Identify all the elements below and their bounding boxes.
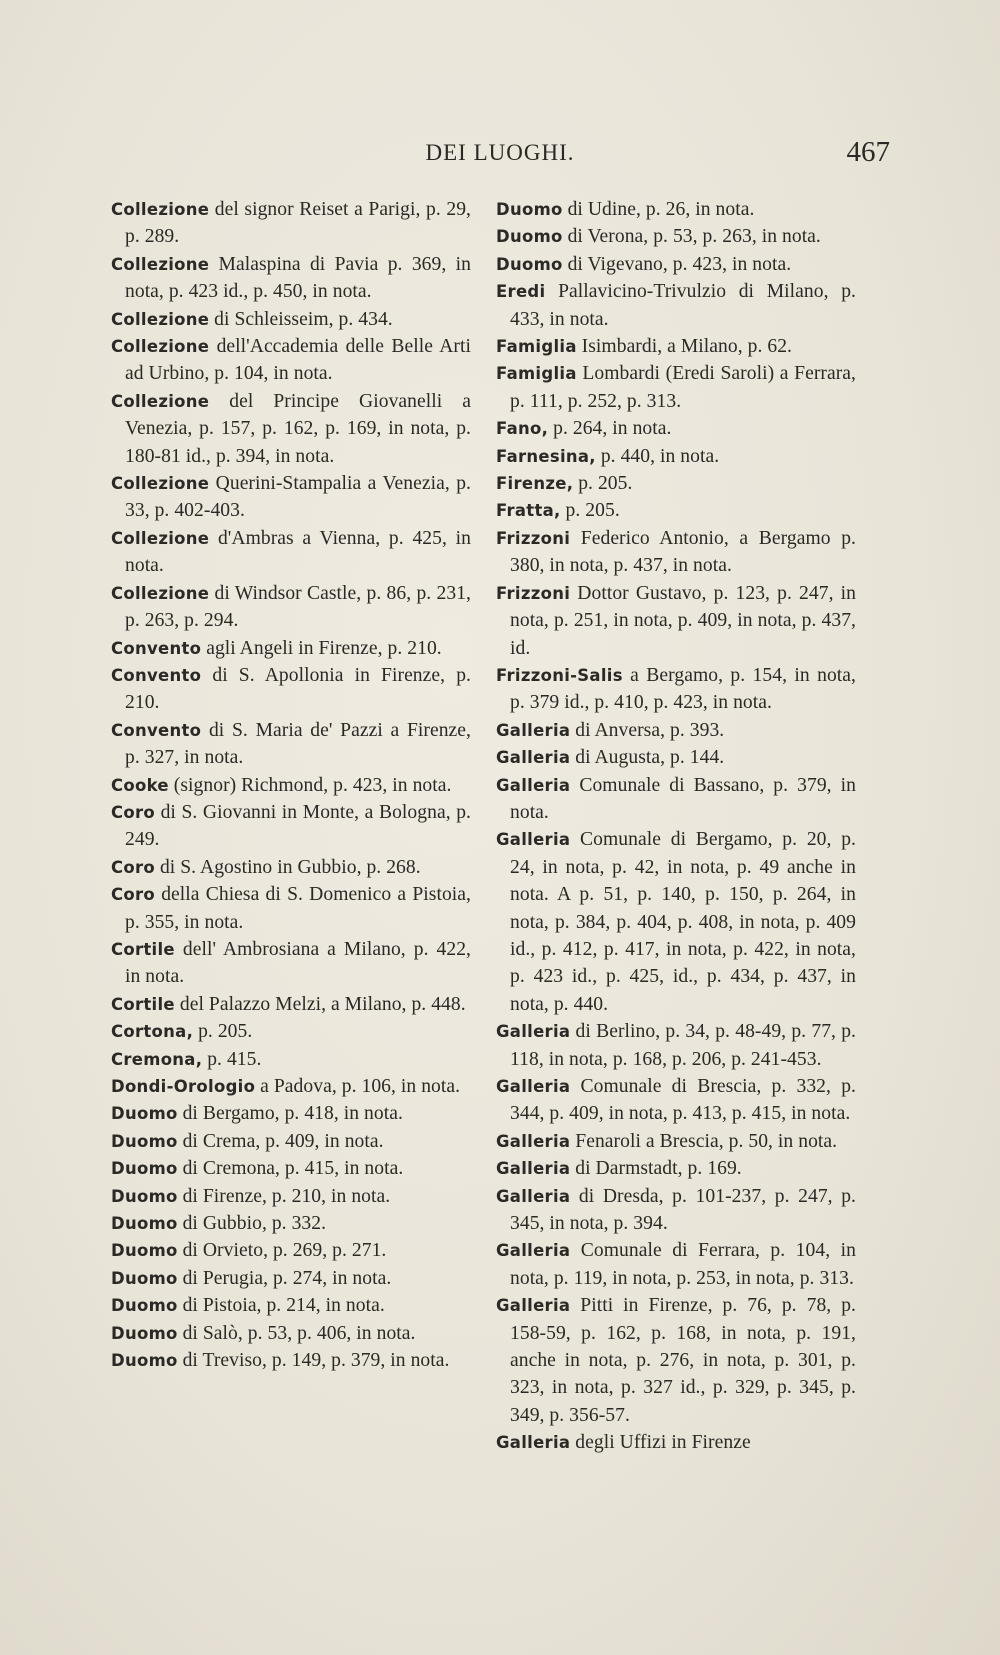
index-entry-references: a Bergamo, p. 154, in nota, p. 379 id., p. 410, p. 423, in nota.	[510, 664, 856, 714]
index-entry-references: del signor Reiset a Parigi, p. 29, p. 289.	[125, 199, 471, 248]
index-entry	[111, 881, 471, 936]
index-entry	[111, 1347, 471, 1374]
index-entry	[111, 1320, 471, 1347]
index-entry-references: della Chiesa di S. Domenico a Pistoia, p. 355, in nota.	[125, 884, 471, 933]
index-entry	[111, 1292, 471, 1319]
index-entry-references: di Bergamo, p. 418, in nota.	[177, 1103, 403, 1125]
index-entry	[111, 1265, 471, 1292]
index-entry-heading: Galleria	[496, 1077, 571, 1096]
index-entry	[496, 470, 856, 497]
index-entry-heading: Convento	[111, 720, 202, 740]
index-entry	[496, 251, 856, 278]
index-entry	[111, 1128, 471, 1155]
index-entry-heading: Frizzoni-Salis	[496, 665, 623, 685]
index-entry-references: Malaspina di Pavia p. 369, in nota, p. 423 id., p. 450, in nota.	[125, 253, 471, 303]
index-entry-heading: Galleria	[496, 1022, 571, 1042]
index-entry-heading: Duomo	[111, 1131, 178, 1151]
index-entry-heading: Collezione	[111, 583, 210, 603]
index-entry-references: di Salò, p. 53, p. 406, in nota.	[177, 1322, 416, 1344]
index-entry	[111, 1183, 471, 1210]
index-entry-heading: Galleria	[496, 1159, 571, 1179]
index-entry-heading: Duomo	[496, 227, 563, 247]
index-entry	[496, 717, 856, 744]
index-entry	[496, 1183, 856, 1238]
running-header: DEI LUOGHI.	[425, 140, 575, 165]
index-entry	[111, 772, 471, 799]
index-entry-heading: Cortile	[111, 939, 175, 959]
index-entry-references: a Padova, p. 106, in nota.	[255, 1076, 461, 1097]
index-entry-heading: Duomo	[111, 1323, 178, 1343]
index-entry-references: di Windsor Castle, p. 86, p. 231, p. 263, p. 294.	[125, 582, 471, 632]
index-entry-references: Fenaroli a Brescia, p. 50, in nota.	[570, 1130, 838, 1152]
index-entry-references: Isimbardi, a Milano, p. 62.	[576, 336, 793, 358]
index-entry-heading: Collezione	[111, 337, 210, 357]
index-entry-references: Comunale di Bassano, p. 379, in nota.	[510, 774, 856, 823]
index-entry-heading: Coro	[111, 802, 155, 822]
index-entry-heading: Galleria	[496, 1131, 571, 1151]
index-entry-references: Pitti in Firenze, p. 76, p. 78, p. 158-59, p. 162, p. 168, in nota, p. 191, anche in nota, p. 276, in nota, p. 301, p. 323, in nota, p. 327 id., p. 329, p. 345, p. 349, p. 356-57.	[510, 1295, 856, 1426]
index-entry-heading: Duomo	[496, 200, 563, 219]
index-entry-references: di S. Maria de' Pazzi a Firenze, p. 327, in nota.	[125, 719, 471, 769]
index-entry	[496, 497, 856, 524]
index-entry-heading: Cooke	[111, 775, 169, 795]
index-entry-heading: Galleria	[496, 1296, 571, 1316]
index-entry	[496, 443, 856, 470]
index-entry-references: p. 415.	[202, 1048, 262, 1070]
index-entry	[111, 196, 471, 251]
index-entry	[111, 251, 471, 306]
index-entry-heading: Duomo	[111, 1351, 178, 1371]
index-entry-references: p. 264, in nota.	[548, 418, 672, 440]
index-entry	[496, 744, 856, 771]
index-entry	[496, 1128, 856, 1155]
index-entry-heading: Cremona,	[111, 1049, 203, 1069]
index-entry-heading: Coro	[111, 857, 155, 877]
index-entry	[111, 1237, 471, 1264]
index-entry-heading: Fano,	[496, 419, 549, 439]
index-entry-heading: Duomo	[111, 1241, 178, 1261]
index-entry-references: del Principe Giovanelli a Venezia, p. 157, p. 162, p. 169, in nota, p. 180-81 id., p. 394, in nota.	[125, 390, 471, 467]
index-entry-references: dell'Accademia delle Belle Arti ad Urbino, p. 104, in nota.	[125, 336, 471, 385]
index-entry-references: p. 205.	[560, 500, 620, 522]
index-entry	[496, 1073, 856, 1128]
index-entry-references: di S. Giovanni in Monte, a Bologna, p. 249.	[125, 801, 471, 851]
index-entry	[496, 360, 856, 415]
index-entry-references: di S. Agostino in Gubbio, p. 268.	[155, 856, 421, 878]
index-entry-references: di Augusta, p. 144.	[570, 747, 725, 769]
index-entry	[496, 1237, 856, 1292]
index-entry-references: p. 205.	[573, 473, 633, 495]
index-entry	[111, 1073, 471, 1100]
index-entry	[496, 772, 856, 827]
index-entry-references: di Schleisseim, p. 434.	[209, 308, 393, 330]
index-entry-references: di S. Apollonia in Firenze, p. 210.	[125, 664, 471, 714]
index-entry	[111, 1100, 471, 1127]
index-entry-heading: Coro	[111, 885, 155, 905]
index-entry-references: (signor) Richmond, p. 423, in nota.	[168, 774, 452, 796]
index-entry-heading: Galleria	[496, 720, 571, 740]
index-entry	[111, 717, 471, 772]
index-entry-references: Pallavicino-Trivulzio di Milano, p. 433, in nota.	[510, 281, 856, 330]
index-entry	[496, 580, 856, 662]
index-entry	[111, 854, 471, 881]
index-entry-heading: Dondi-Orologio	[111, 1077, 256, 1096]
index-entry-references: di Perugia, p. 274, in nota.	[177, 1267, 392, 1289]
index-entry-references: di Pistoia, p. 214, in nota.	[177, 1295, 385, 1317]
index-entry-heading: Duomo	[111, 1159, 178, 1179]
index-entry-heading: Frizzoni	[496, 583, 571, 603]
index-entry-references: p. 440, in nota.	[595, 445, 720, 467]
index-entry-references: Comunale di Brescia, p. 332, p. 344, p. 409, in nota, p. 413, p. 415, in nota.	[510, 1076, 856, 1125]
index-entry-heading: Galleria	[496, 1186, 571, 1206]
index-entry-heading: Galleria	[496, 1433, 571, 1453]
index-entry-heading: Duomo	[111, 1104, 178, 1124]
index-entry	[496, 1018, 856, 1073]
index-entry-heading: Duomo	[496, 254, 563, 274]
index-column-right	[496, 196, 856, 1457]
index-entry	[496, 223, 856, 250]
index-entry	[496, 1292, 856, 1429]
index-entry-references: di Gubbio, p. 332.	[177, 1213, 327, 1235]
index-entry-heading: Collezione	[111, 200, 210, 219]
index-entry-heading: Duomo	[111, 1214, 178, 1234]
index-entry-references: Querini-Stampalia a Venezia, p. 33, p. 402-403.	[125, 473, 471, 522]
index-entry-heading: Firenze,	[496, 474, 574, 494]
index-entry	[111, 1210, 471, 1237]
index-entry-heading: Collezione	[111, 528, 210, 548]
index-entry-heading: Famiglia	[496, 364, 577, 384]
index-entry-heading: Collezione	[111, 474, 210, 494]
index-entry	[496, 525, 856, 580]
index-entry	[111, 388, 471, 470]
index-entry-references: degli Uffizi in Firenze	[570, 1432, 751, 1454]
index-entry-heading: Cortile	[111, 994, 175, 1014]
index-entry-heading: Cortona,	[111, 1022, 194, 1042]
index-entry-heading: Galleria	[496, 1241, 571, 1261]
index-entry-references: Lombardi (Eredi Saroli) a Ferrara, p. 111, p. 252, p. 313.	[510, 363, 856, 412]
index-entry-heading: Collezione	[111, 309, 210, 329]
index-entry-heading: Duomo	[111, 1268, 178, 1288]
index-entry	[111, 635, 471, 662]
index-entry-references: di Treviso, p. 149, p. 379, in nota.	[177, 1350, 450, 1372]
index-entry-references: di Firenze, p. 210, in nota.	[177, 1185, 391, 1207]
index-entry-references: di Darmstadt, p. 169.	[570, 1158, 742, 1180]
index-entry-references: di Dresda, p. 101-237, p. 247, p. 345, in nota, p. 394.	[510, 1185, 856, 1235]
index-entry-references: di Vigevano, p. 423, in nota.	[562, 253, 792, 275]
index-entry	[496, 826, 856, 1018]
index-entry-references: di Orvieto, p. 269, p. 271.	[177, 1240, 387, 1262]
index-entry-references: di Berlino, p. 34, p. 48-49, p. 77, p. 118, in nota, p. 168, p. 206, p. 241-453.	[510, 1021, 856, 1070]
index-entry-heading: Eredi	[496, 282, 546, 302]
index-entry	[111, 306, 471, 333]
index-entry-heading: Galleria	[496, 830, 571, 850]
page-number: 467	[846, 136, 890, 168]
index-entry-references: Dottor Gustavo, p. 123, p. 247, in nota, p. 251, in nota, p. 409, in nota, p. 437, id.	[510, 582, 856, 659]
index-entry-references: di Verona, p. 53, p. 263, in nota.	[562, 226, 821, 248]
index-entry-references: di Anversa, p. 393.	[570, 719, 725, 741]
index-entry-references: Comunale di Bergamo, p. 20, p. 24, in nota, p. 42, in nota, p. 49 anche in nota. A p. 51, p. 140, p. 150, p. 264, in nota, p. 384, p. 404, p. 408, in nota, p. 409 id., p. 412, p. 417, in nota, p. 422, in nota, p. 423 id., p. 425, id., p. 434, p. 437, in nota, p. 440.	[510, 829, 856, 1015]
index-entry	[111, 662, 471, 717]
index-entry	[496, 333, 856, 360]
index-entry	[496, 196, 856, 223]
index-entry	[496, 415, 856, 442]
index-entry-heading: Collezione	[111, 391, 210, 411]
index-entry	[496, 662, 856, 717]
index-entry	[111, 1018, 471, 1045]
index-entry-heading: Famiglia	[496, 337, 577, 357]
index-entry-references: dell' Ambrosiana a Milano, p. 422, in nota.	[125, 938, 471, 988]
index-entry	[111, 799, 471, 854]
index-entry-heading: Convento	[111, 665, 202, 685]
index-entry-heading: Galleria	[496, 748, 571, 768]
index-entry-references: del Palazzo Melzi, a Milano, p. 448.	[174, 993, 466, 1015]
index-entry	[111, 525, 471, 580]
index-entry-heading: Duomo	[111, 1296, 178, 1316]
index-entry-heading: Collezione	[111, 254, 210, 274]
index-entry-references: di Udine, p. 26, in nota.	[562, 199, 755, 220]
index-entry-references: di Crema, p. 409, in nota.	[177, 1130, 384, 1152]
index-entry	[111, 470, 471, 525]
index-entry-heading: Galleria	[496, 775, 571, 795]
index-entry-heading: Farnesina,	[496, 446, 596, 466]
index-entry-heading: Duomo	[111, 1186, 178, 1206]
index-entry	[111, 580, 471, 635]
index-entry-heading: Fratta,	[496, 501, 561, 521]
index-entry-heading: Convento	[111, 638, 202, 658]
index-entry-heading: Frizzoni	[496, 528, 571, 548]
index-entry	[496, 1155, 856, 1182]
index-entry	[111, 936, 471, 991]
index-entry	[111, 991, 471, 1018]
index-entry	[111, 333, 471, 388]
index-entry	[111, 1155, 471, 1182]
index-entry-references: p. 205.	[193, 1021, 253, 1043]
index-entry	[496, 278, 856, 333]
index-entry-references: agli Angeli in Firenze, p. 210.	[201, 637, 442, 659]
index-entry-references: Federico Antonio, a Bergamo p. 380, in nota, p. 437, in nota.	[510, 527, 856, 577]
index-entry	[111, 1046, 471, 1073]
index-entry-references: d'Ambras a Vienna, p. 425, in nota.	[125, 527, 471, 577]
index-entry-references: di Cremona, p. 415, in nota.	[177, 1158, 404, 1180]
index-entry	[496, 1429, 856, 1456]
index-column-left	[111, 196, 471, 1374]
index-entry-references: Comunale di Ferrara, p. 104, in nota, p. 119, in nota, p. 253, in nota, p. 313.	[510, 1240, 856, 1289]
